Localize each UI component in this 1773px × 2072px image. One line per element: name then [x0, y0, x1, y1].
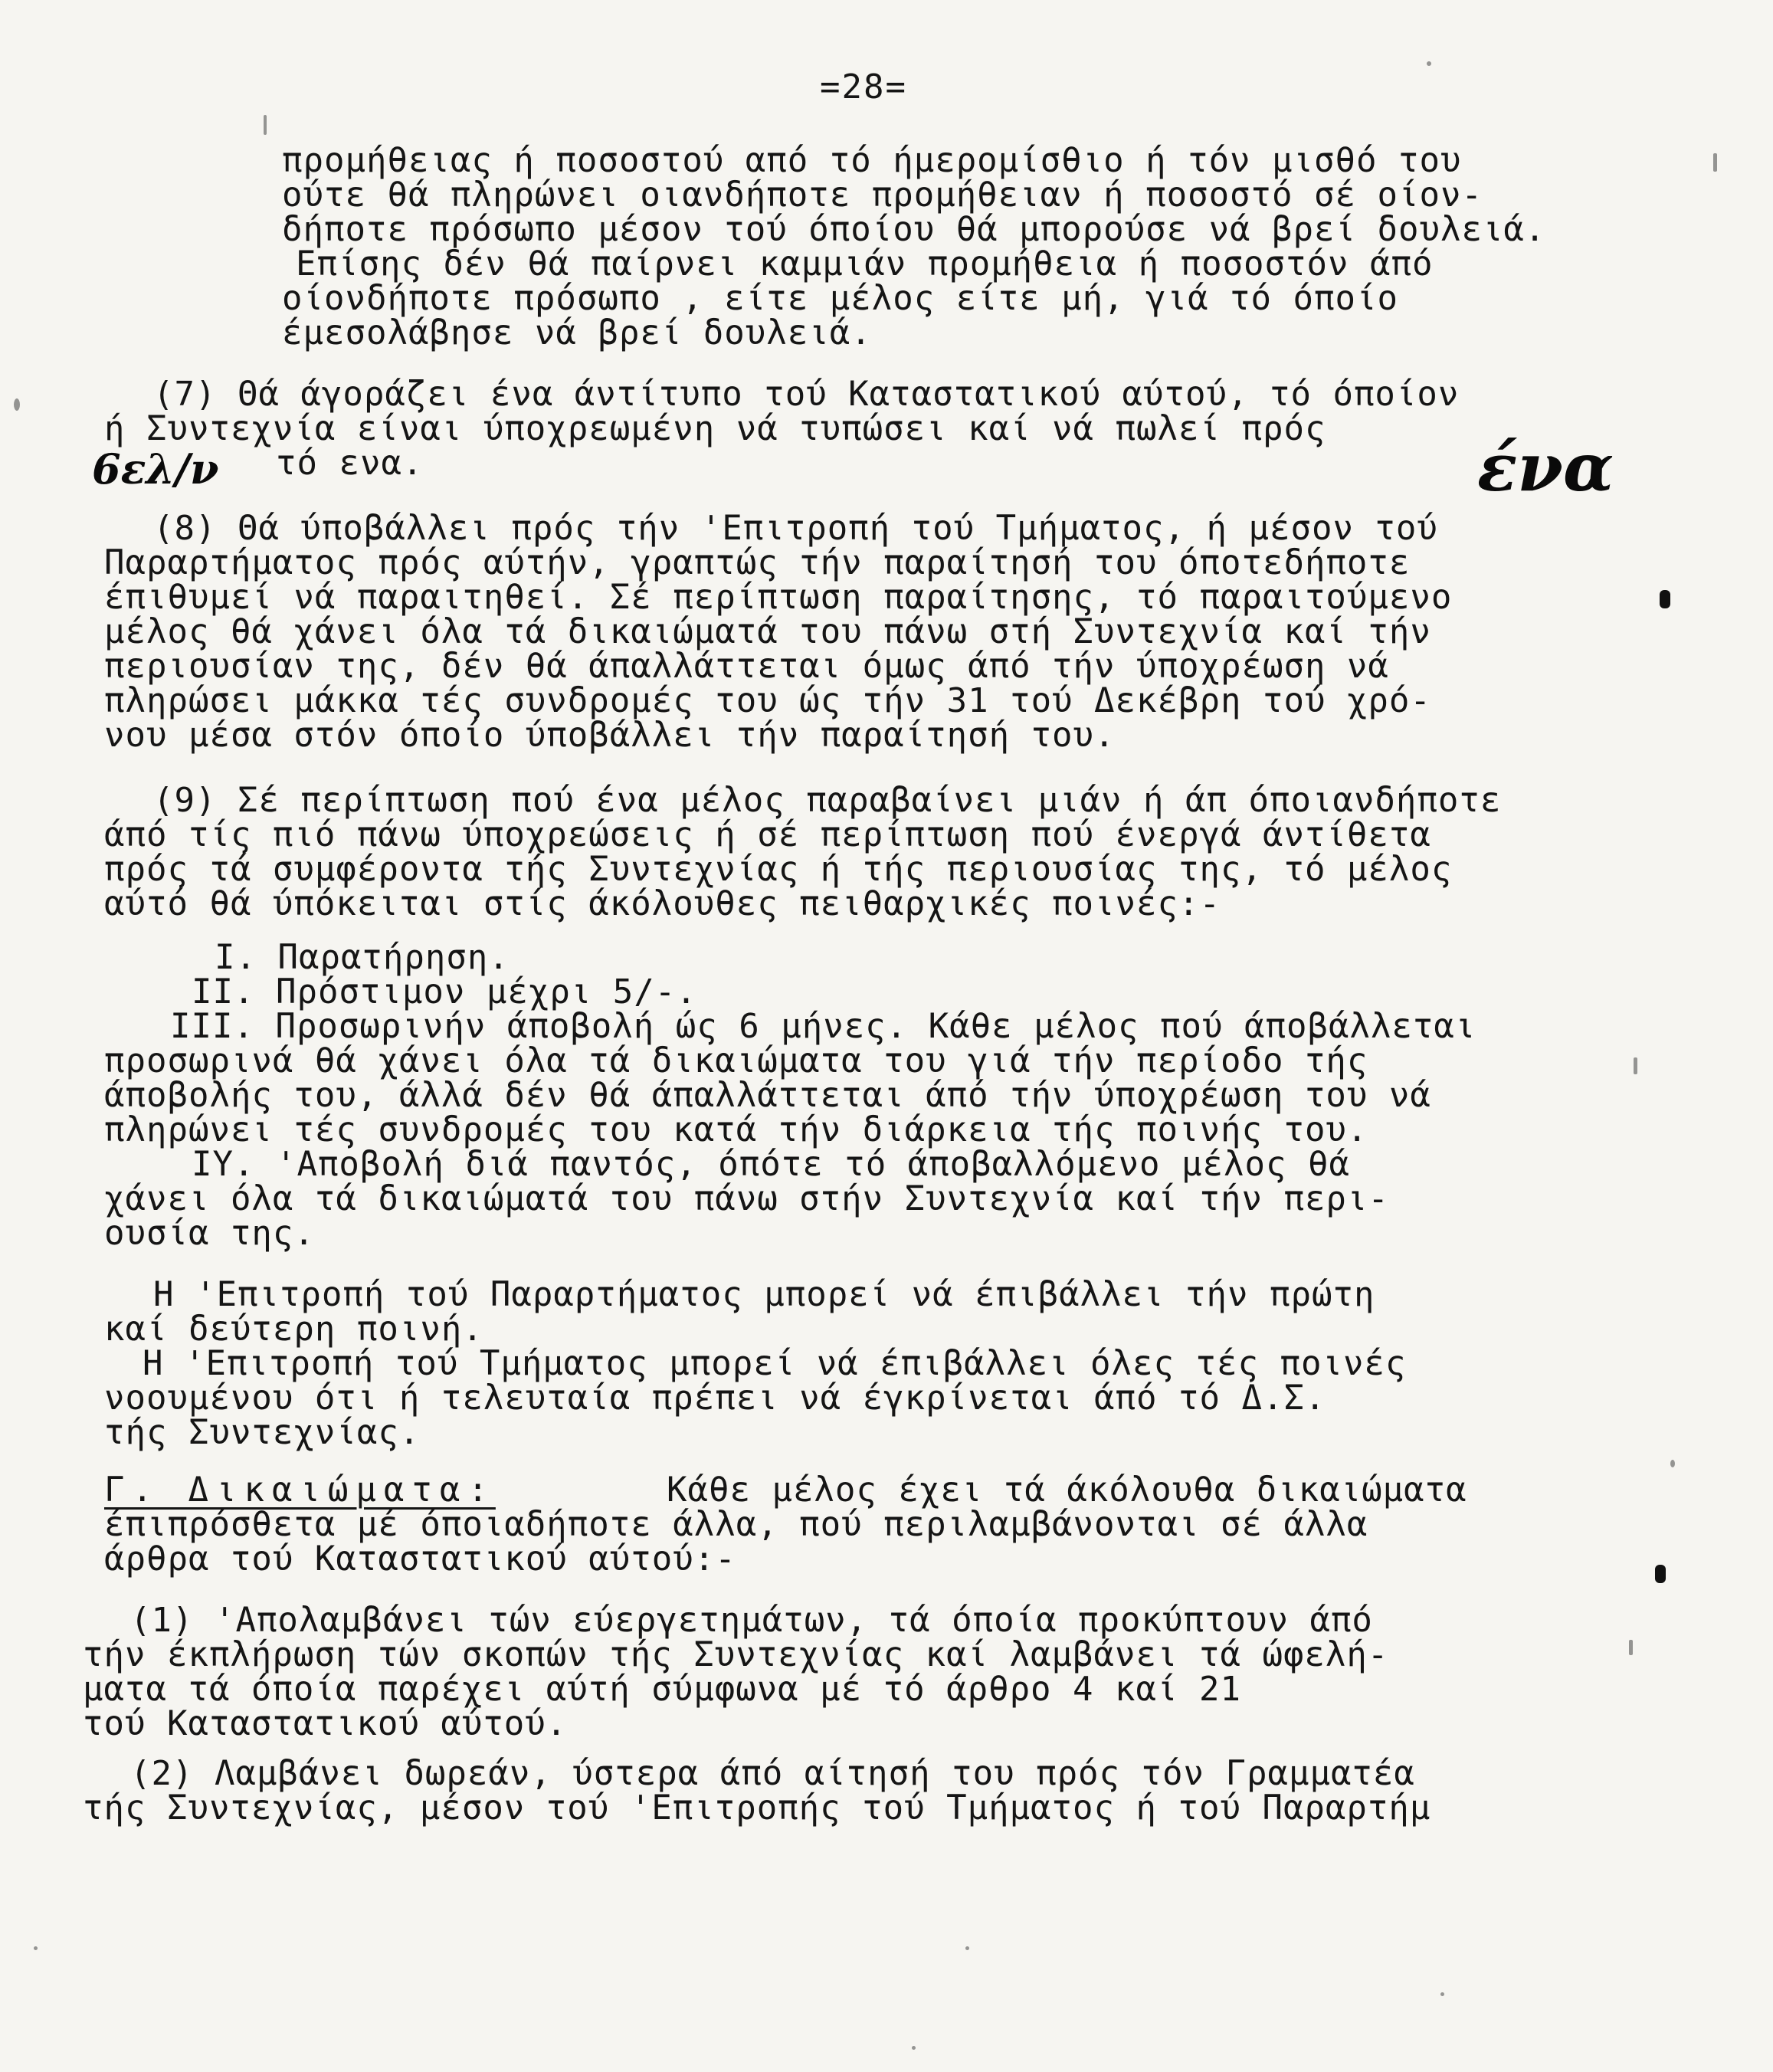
- handwritten-margin-note: 6ελ/ν: [92, 444, 219, 493]
- text-line-40: τήν έκπλήρωση τών σκοπών τής Συντεχνίας καί λαμβάνει τά ώφελή-: [83, 1635, 1389, 1674]
- text-line-14: περιουσίαν της, δέν θά άπαλλάττεται όμως άπό τήν ύποχρέωση νά: [104, 647, 1389, 686]
- text-line-33: νοουμένου ότι ή τελευταία πρέπει νά έγκρίνεται άπό τό Δ.Σ.: [104, 1379, 1326, 1418]
- text-line-15: πληρώσει μάκκα τές συνδρομές του ώς τήν 31 τού Δεκέβρη τού χρό-: [104, 681, 1431, 720]
- text-line-17: (9) Σέ περίπτωση πού ένα μέλος παραβαίνει μιάν ή άπ όποιανδήποτε: [153, 781, 1502, 820]
- text-line-20: αύτό θά ύπόκειται στίς άκόλουθες πειθαρχικές ποινές:-: [104, 884, 1221, 923]
- scan-speck: [965, 1946, 969, 1950]
- penalty-2: ΙΙ. Πρόστιμον μέχρι 5/-.: [192, 972, 697, 1011]
- scan-speck: [1440, 1992, 1444, 1996]
- scan-speck: [1713, 153, 1717, 172]
- penalty-4: ΙΥ. 'Αποβολή διά παντός, όπότε τό άποβαλλόμενο μέλος θά: [192, 1145, 1350, 1184]
- text-line-25: άποβολής του, άλλά δέν θά άπαλλάττεται άπό τήν ύποχρέωση του νά: [104, 1076, 1431, 1115]
- text-line-6: έμεσολάβησε νά βρεί δουλειά.: [282, 313, 872, 352]
- text-line-12: έπιθυμεί νά παραιτηθεί. Σέ περίπτωση παραίτησης, τό παραιτούμενο: [104, 578, 1453, 617]
- scan-mark: [1655, 1565, 1666, 1583]
- text-line-42: τού Καταστατικού αύτού.: [83, 1704, 568, 1743]
- text-line-18: άπό τίς πιό πάνω ύποχρεώσεις ή σέ περίπτωση πού ένεργά άντίθετα: [104, 815, 1431, 854]
- text-line-26: πληρώνει τές συνδρομές του κατά τήν διάρκεια τής ποινής του.: [104, 1110, 1368, 1149]
- text-line-24: προσωρινά θά χάνει όλα τά δικαιώματα του γιά τήν περίοδο τής: [104, 1041, 1368, 1080]
- text-line-19: πρός τά συμφέροντα τής Συντεχνίας ή τής περιουσίας της, τό μέλος: [104, 850, 1453, 889]
- text-line-29: ουσία της.: [104, 1214, 315, 1253]
- text-line-10: (8) Θά ύποβάλλει πρός τήν 'Επιτροπή τού Τμήματος, ή μέσον τού: [153, 509, 1438, 548]
- text-line-3: δήποτε πρόσωπο μέσον τού όποίου θά μπορούσε νά βρεί δουλειά.: [282, 210, 1546, 249]
- text-line-28: χάνει όλα τά δικαιώματά του πάνω στήν Συντεχνία καί τήν περι-: [104, 1179, 1389, 1218]
- text-line-16: νου μέσα στόν όποίο ύποβάλλει τήν παραίτησή του.: [104, 716, 1116, 755]
- text-line-7: (7) Θά άγοράζει ένα άντίτυπο τού Καταστατικού αύτού, τό όποίον: [153, 375, 1460, 414]
- text-line-43: (2) Λαμβάνει δωρεάν, ύστερα άπό αίτησή του πρός τόν Γραμματέα: [130, 1754, 1415, 1793]
- text-line-31: καί δεύτερη ποινή.: [104, 1310, 483, 1349]
- penalty-3: ΙΙΙ. Προσωρινήν άποβολή ώς 6 μήνες. Κάθε μέλος πού άποβάλλεται: [170, 1007, 1476, 1046]
- page-number: =28=: [820, 67, 907, 107]
- text-line-13: μέλος θά χάνει όλα τά δικαιώματά του πάνω στή Συντεχνία καί τήν: [104, 612, 1431, 651]
- scan-speck: [912, 2046, 916, 2050]
- text-line-39: (1) 'Απολαμβάνει τών εύεργετημάτων, τά όποία προκύπτουν άπό: [130, 1601, 1373, 1640]
- scan-speck: [1427, 61, 1431, 66]
- section-heading-rights: Γ. Δικαιώματα:: [104, 1470, 496, 1510]
- scan-speck: [1629, 1640, 1633, 1655]
- text-line-44: τής Συντεχνίας, μέσον τού 'Επιτροπής τού Τμήματος ή τού Παραρτήμ: [83, 1788, 1431, 1828]
- handwritten-word: ένα: [1477, 429, 1614, 507]
- text-line-4: Επίσης δέν θά παίρνει καμμιάν προμήθεια ή ποσοστόν άπό: [296, 244, 1434, 284]
- penalty-1: Ι. Παρατήρηση.: [215, 938, 510, 977]
- scan-speck: [14, 398, 20, 411]
- scan-speck: [1670, 1460, 1675, 1467]
- text-line-11: Παραρτήματος πρός αύτήν, γραπτώς τήν παραίτησή του όποτεδήποτε: [104, 543, 1411, 582]
- text-line-2: ούτε θά πληρώνει οιανδήποτε προμήθειαν ή ποσοστό σέ οίον-: [282, 175, 1483, 215]
- text-line-37: έπιπρόσθετα μέ όποιαδήποτε άλλα, πού περιλαμβάνονται σέ άλλα: [104, 1505, 1368, 1544]
- text-line-34: τής Συντεχνίας.: [104, 1413, 421, 1452]
- text-line-36: Κάθε μέλος έχει τά άκόλουθα δικαιώματα: [667, 1470, 1467, 1510]
- scan-speck: [1634, 1057, 1637, 1074]
- scan-speck: [264, 115, 267, 135]
- text-line-30: Η 'Επιτροπή τού Παραρτήματος μπορεί νά έπιβάλλει τήν πρώτη: [153, 1275, 1375, 1314]
- text-line-32: Η 'Επιτροπή τού Τμήματος μπορεί νά έπιβάλλει όλες τές ποινές: [143, 1344, 1407, 1383]
- text-line-5: οίονδήποτε πρόσωπο , είτε μέλος είτε μή, γιά τό όποίο: [282, 279, 1398, 318]
- text-line-9: τό ενα.: [276, 444, 424, 483]
- scan-speck: [34, 1946, 38, 1950]
- scan-mark: [1660, 590, 1670, 608]
- text-line-1: προμήθειας ή ποσοστού από τό ήμερομίσθιο ή τόν μισθό του: [282, 141, 1462, 180]
- text-line-38: άρθρα τού Καταστατικού αύτού:-: [104, 1539, 736, 1579]
- text-line-41: ματα τά όποία παρέχει αύτή σύμφωνα μέ τό άρθρο 4 καί 21: [83, 1670, 1241, 1709]
- text-line-8: ή Συντεχνία είναι ύποχρεωμένη νά τυπώσει καί νά πωλεί πρός: [104, 409, 1326, 448]
